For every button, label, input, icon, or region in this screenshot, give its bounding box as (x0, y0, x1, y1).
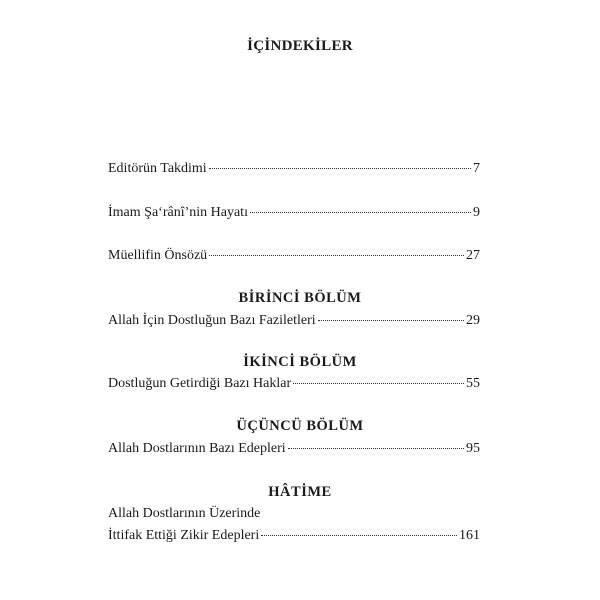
dot-leader (261, 535, 457, 536)
toc-entry-page: 55 (466, 376, 480, 391)
section-heading: HÂTİME (268, 484, 332, 500)
dot-leader (318, 320, 464, 321)
toc-entry-page: 7 (473, 161, 480, 176)
page-title: İÇİNDEKİLER (247, 38, 353, 54)
toc-entry[interactable] (108, 528, 480, 544)
section-heading: ÜÇÜNCÜ BÖLÜM (236, 418, 364, 434)
toc-entry-page: 9 (473, 205, 480, 220)
dot-leader (209, 168, 471, 169)
toc-entry[interactable] (108, 161, 480, 177)
toc-entry-page: 161 (459, 528, 480, 543)
dot-leader (293, 383, 464, 384)
section-heading: BİRİNCİ BÖLÜM (238, 290, 362, 306)
toc-entry[interactable] (108, 376, 480, 392)
toc-entry-label: Allah Dostlarının Bazı Edepleri (108, 441, 286, 456)
toc-entry-label: Müellifin Önsözü (108, 248, 208, 263)
toc-entry-page: 95 (466, 441, 480, 456)
toc-entry-label: İmam Şa‘rânî’nin Hayatı (108, 205, 248, 220)
toc-entry-page: 27 (466, 248, 480, 263)
dot-leader (288, 448, 464, 449)
toc-entry-label: Dostluğun Getirdiği Bazı Haklar (108, 376, 292, 391)
dot-leader (209, 255, 464, 256)
toc-entry[interactable] (108, 205, 480, 221)
dot-leader (250, 212, 471, 213)
toc-entry[interactable] (108, 441, 480, 457)
section-heading: İKİNCİ BÖLÜM (243, 354, 357, 370)
toc-entry[interactable] (108, 248, 480, 264)
toc-entry-page: 29 (466, 313, 480, 328)
toc-entry-label: Editörün Takdimi (108, 161, 207, 176)
toc-entry[interactable] (108, 313, 480, 329)
toc-entry-label: Allah İçin Dostluğun Bazı Faziletleri (108, 313, 316, 328)
toc-entry-label-line1: Allah Dostlarının Üzerinde (108, 506, 261, 521)
toc-entry-label: İttifak Ettiği Zikir Edepleri (108, 528, 260, 543)
